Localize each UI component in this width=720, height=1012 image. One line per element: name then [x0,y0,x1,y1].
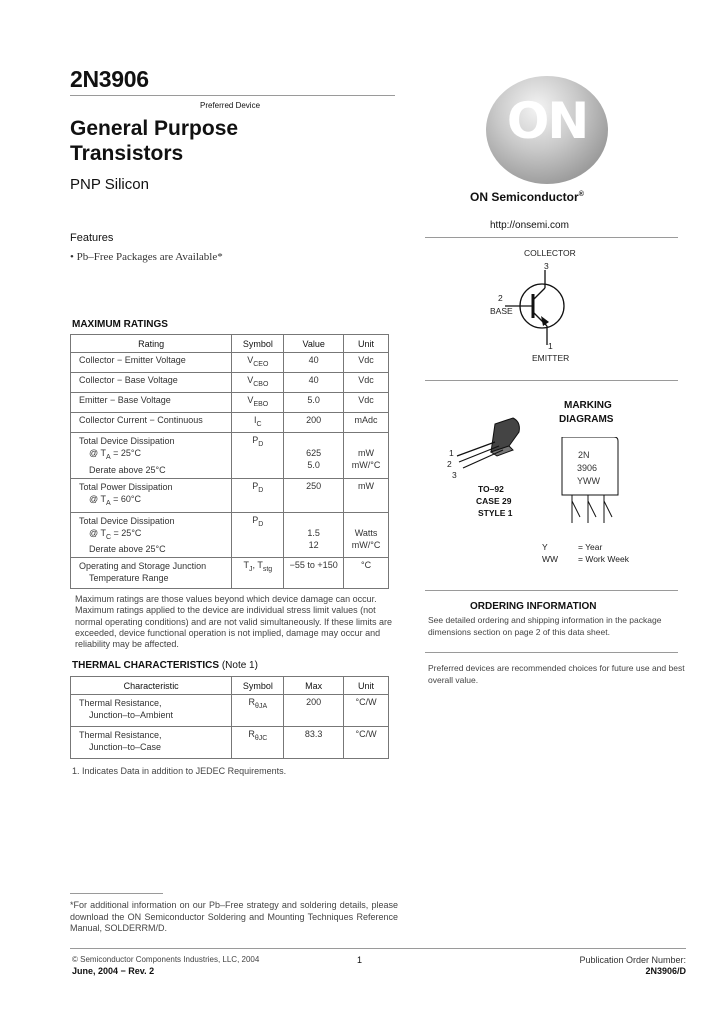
divider [425,380,678,381]
base-label: BASE [490,306,513,316]
preferred-devices-text: Preferred devices are recommended choices for future use and best overall value. [428,663,685,685]
pkg-pin-1: 1 [449,448,454,458]
value-cell: 40 [284,373,344,393]
divider [425,652,678,653]
marking-line-1: 2N [578,450,590,460]
col-unit: Unit [344,677,389,695]
title-line-1: General Purpose [70,117,239,140]
value-cell: 40 [284,353,344,373]
brand-name: ON Semiconductor® [470,190,584,204]
marking-heading-2: DIAGRAMS [559,414,614,425]
rating-cell: Total Power Dissipation @ $T_A = 60^\circ C$ [71,478,232,512]
thermal-footnote: 1. Indicates Data in addition to JEDEC Requirements. [72,766,287,776]
part-number: 2N3906 [70,66,149,92]
pnp-transistor-icon [505,270,585,345]
marking-heading-1: MARKING [564,400,612,411]
page-number: 1 [357,955,363,965]
ordering-text: See detailed ordering and shipping information in the package dimensions section on page 2 of this data sheet. [428,615,662,637]
pkg-pin-3: 3 [452,470,457,480]
pkg-label-3: STYLE 1 [478,508,513,518]
table-header-row [71,335,389,353]
characteristic-cell: Thermal Resistance, Junction–to–Ambient [71,695,232,727]
table-row [71,727,389,759]
unit-cell: mAdc [344,413,389,433]
header-rule [70,95,395,96]
max-ratings-heading: MAXIMUM RATINGS [72,319,168,330]
table-header-row [71,677,389,695]
table-row [71,695,389,727]
symbol-cell: $V_{EBO}$ [232,393,284,413]
pin1-label: 1 [548,341,553,351]
table-row [71,413,389,433]
col-rating: Rating [71,335,232,353]
symbol-cell: $T_J$, $T_{stg}$ [232,558,284,589]
symbol-cell: $R_{\theta JA}$ [232,695,284,727]
table-row [71,558,389,589]
divider [425,237,678,238]
to92-package-icon [455,412,530,474]
pkg-label-1: TO–92 [478,484,504,494]
unit-cell: Vdc [344,353,389,373]
unit-cell: °C/W [344,727,389,759]
pb-free-footnote: *For additional information on our Pb–Free strategy and soldering details, please download the ON Semiconductor Soldering and Mounting Techniques Reference Manual, SOLDERRM/D. [70,900,398,933]
value-cell: 200 [284,413,344,433]
max-ratings-table [70,334,389,589]
unit-cell: °C/W [344,695,389,727]
logo-text: ON [506,92,588,150]
pkg-label-2: CASE 29 [476,496,512,506]
rating-cell: Collector − Base Voltage [71,373,232,393]
footnote-rule [70,893,163,894]
features-item: • Pb–Free Packages are Available* [70,251,223,263]
thermal-table [70,676,389,759]
unit-cell: Vdc [344,373,389,393]
footer-rule [70,948,686,949]
pkg-pin-2: 2 [447,459,452,469]
max-ratings-note: Maximum ratings are those values beyond which device damage can occur. Maximum ratings applied to the device are individual stress limit values (not normal operating conditions) and are not valid simultaneously. If these limits are exceeded, device functional operation is not implied, damage may occur and reliability may be affected. [75,594,392,650]
symbol-cell: $P_D$ [232,478,284,512]
table-row [71,433,389,479]
collector-label: COLLECTOR [524,248,576,258]
col-value: Value [284,335,344,353]
value-cell: 250 [284,478,344,512]
symbol-cell: $R_{\theta JC}$ [232,727,284,759]
rating-cell: Collector − Emitter Voltage [71,353,232,373]
publication-label: Publication Order Number: [579,955,686,965]
unit-cell: mW [344,478,389,512]
symbol-cell: $V_{CBO}$ [232,373,284,393]
col-unit: Unit [344,335,389,353]
unit-cell: °C [344,558,389,589]
table-row [71,373,389,393]
col-characteristic: Characteristic [71,677,232,695]
value-cell: 83.3 [284,727,344,759]
symbol-cell: $P_D$ [232,433,284,479]
date-revision: June, 2004 − Rev. 2 [72,966,155,976]
title-line-2: Transistors [70,142,184,165]
value-cell: −55 to +150 [284,558,344,589]
unit-cell: mW mW/°C [344,433,389,479]
rating-cell: Operating and Storage Junction Temperature Range [71,558,232,589]
rating-cell: Emitter − Base Voltage [71,393,232,413]
emitter-label: EMITTER [532,353,570,363]
value-cell: 1.5 12 [284,512,344,558]
symbol-cell: $I_C$ [232,413,284,433]
unit-cell: Watts mW/°C [344,512,389,558]
marking-line-3: YWW [577,476,600,486]
value-cell: 200 [284,695,344,727]
col-max: Max [284,677,344,695]
copyright: © Semiconductor Components Industries, LLC, 2004 [72,955,260,964]
table-row [71,478,389,512]
col-symbol: Symbol [232,677,284,695]
website-link[interactable]: http://onsemi.com [490,220,569,231]
rating-cell: Collector Current − Continuous [71,413,232,433]
value-cell: 625 5.0 [284,433,344,479]
publication-number: 2N3906/D [645,966,686,976]
ordering-heading: ORDERING INFORMATION [470,601,597,612]
legend-y-text: = Year [578,542,603,552]
preferred-device-label: Preferred Device [200,101,261,110]
pin2-label: 2 [498,293,503,303]
features-heading: Features [70,232,114,244]
symbol-cell: $V_{CEO}$ [232,353,284,373]
rating-cell: Total Device Dissipation @ $T_C = 25^\circ C$ Derate above 25°C [71,512,232,558]
legend-ww: WW [542,554,559,564]
characteristic-cell: Thermal Resistance, Junction–to–Case [71,727,232,759]
table-row [71,353,389,373]
table-row [71,393,389,413]
table-row [71,512,389,558]
page-title [70,116,390,166]
pin3-label: 3 [544,261,549,271]
thermal-heading: THERMAL CHARACTERISTICS (Note 1) [72,660,258,671]
col-symbol: Symbol [232,335,284,353]
rating-cell: Total Device Dissipation @ $T_A = 25^\circ C$ Derate above 25°C [71,433,232,479]
subtitle: PNP Silicon [70,176,149,193]
unit-cell: Vdc [344,393,389,413]
legend-y: Y [542,542,548,552]
divider [425,590,678,591]
legend-ww-text: = Work Week [578,554,629,564]
value-cell: 5.0 [284,393,344,413]
marking-line-2: 3906 [577,463,598,473]
symbol-cell: $P_D$ [232,512,284,558]
